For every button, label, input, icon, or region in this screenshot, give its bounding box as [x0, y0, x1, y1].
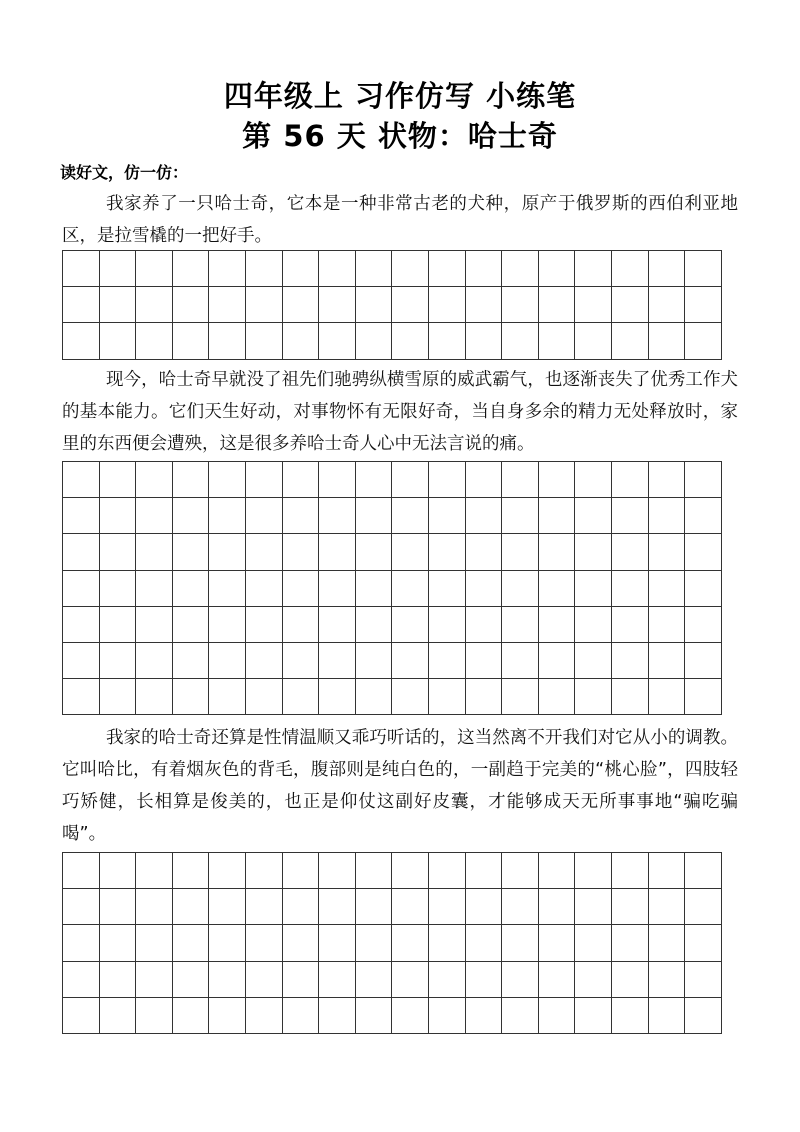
- grid-cell[interactable]: [575, 323, 612, 359]
- grid-cell[interactable]: [392, 853, 429, 889]
- grid-cell[interactable]: [283, 607, 320, 643]
- grid-cell[interactable]: [539, 498, 576, 534]
- writing-grid-1[interactable]: [62, 250, 722, 360]
- grid-cell[interactable]: [136, 534, 173, 570]
- grid-cell[interactable]: [466, 323, 503, 359]
- grid-cell[interactable]: [575, 498, 612, 534]
- grid-cell[interactable]: [246, 462, 283, 498]
- grid-cell[interactable]: [63, 462, 100, 498]
- page-title: 四年级上 习作仿写 小练笔: [223, 79, 577, 113]
- grid-cell[interactable]: [283, 925, 320, 961]
- grid-cell[interactable]: [539, 889, 576, 925]
- grid-cell[interactable]: [649, 889, 686, 925]
- grid-cell[interactable]: [539, 998, 576, 1034]
- grid-cell[interactable]: [612, 962, 649, 998]
- grid-cell[interactable]: [539, 853, 576, 889]
- grid-cell[interactable]: [209, 962, 246, 998]
- grid-cell[interactable]: [63, 251, 100, 287]
- grid-cell[interactable]: [246, 925, 283, 961]
- grid-cell[interactable]: [649, 643, 686, 679]
- grid-cell[interactable]: [173, 962, 210, 998]
- grid-cell[interactable]: [136, 607, 173, 643]
- grid-cell[interactable]: [429, 679, 466, 715]
- grid-cell[interactable]: [392, 498, 429, 534]
- grid-cell[interactable]: [649, 853, 686, 889]
- grid-cell[interactable]: [612, 853, 649, 889]
- grid-cell[interactable]: [173, 251, 210, 287]
- reading-paragraph-1: 我家养了一只哈士奇，它本是一种非常古老的犬种，原产于俄罗斯的西伯利亚地区，是拉雪橇的一把好手。: [62, 194, 738, 246]
- grid-cell[interactable]: [136, 643, 173, 679]
- grid-cell[interactable]: [649, 462, 686, 498]
- grid-cell[interactable]: [173, 607, 210, 643]
- grid-cell[interactable]: [392, 534, 429, 570]
- grid-cell[interactable]: [173, 498, 210, 534]
- grid-cell[interactable]: [136, 462, 173, 498]
- grid-cell[interactable]: [502, 571, 539, 607]
- reading-paragraph-2: 现今，哈士奇早就没了祖先们驰骋纵横雪原的威武霸气，也逐渐丧失了优秀工作犬的基本能力。它们天生好动，对事物怀有无限好奇，当自身多余的精力无处释放时，家里的东西便会遭殃，这是很多养哈士奇人心中无法言说的痛。: [62, 370, 738, 454]
- grid-cell[interactable]: [173, 679, 210, 715]
- grid-cell[interactable]: [209, 925, 246, 961]
- grid-cell[interactable]: [539, 962, 576, 998]
- grid-cell[interactable]: [649, 498, 686, 534]
- grid-cell[interactable]: [466, 607, 503, 643]
- grid-cell[interactable]: [612, 323, 649, 359]
- grid-cell[interactable]: [209, 571, 246, 607]
- grid-cell[interactable]: [429, 853, 466, 889]
- grid-cell[interactable]: [575, 534, 612, 570]
- grid-cell[interactable]: [466, 287, 503, 323]
- grid-cell[interactable]: [283, 462, 320, 498]
- grid-cell[interactable]: [209, 498, 246, 534]
- grid-cell[interactable]: [392, 925, 429, 961]
- grid-cell[interactable]: [283, 323, 320, 359]
- grid-cell[interactable]: [283, 498, 320, 534]
- grid-cell[interactable]: [356, 998, 393, 1034]
- grid-cell[interactable]: [685, 287, 722, 323]
- grid-cell[interactable]: [612, 643, 649, 679]
- grid-cell[interactable]: [209, 251, 246, 287]
- grid-cell[interactable]: [539, 534, 576, 570]
- grid-cell[interactable]: [685, 571, 722, 607]
- grid-cell[interactable]: [63, 607, 100, 643]
- grid-cell[interactable]: [539, 251, 576, 287]
- grid-cell[interactable]: [173, 287, 210, 323]
- grid-cell[interactable]: [100, 287, 137, 323]
- grid-cell[interactable]: [356, 498, 393, 534]
- grid-cell[interactable]: [173, 925, 210, 961]
- grid-cell[interactable]: [319, 643, 356, 679]
- grid-cell[interactable]: [63, 925, 100, 961]
- grid-cell[interactable]: [63, 571, 100, 607]
- grid-cell[interactable]: [319, 462, 356, 498]
- grid-cell[interactable]: [100, 962, 137, 998]
- grid-cell[interactable]: [319, 998, 356, 1034]
- grid-cell[interactable]: [575, 607, 612, 643]
- grid-cell[interactable]: [319, 962, 356, 998]
- grid-cell[interactable]: [502, 251, 539, 287]
- grid-cell[interactable]: [539, 679, 576, 715]
- grid-cell[interactable]: [466, 534, 503, 570]
- page-subtitle: 第 56 天 状物：哈士奇: [242, 119, 558, 153]
- grid-cell[interactable]: [356, 323, 393, 359]
- grid-cell[interactable]: [283, 534, 320, 570]
- grid-cell[interactable]: [356, 534, 393, 570]
- grid-cell[interactable]: [429, 323, 466, 359]
- grid-cell[interactable]: [100, 643, 137, 679]
- grid-cell[interactable]: [502, 607, 539, 643]
- grid-cell[interactable]: [685, 498, 722, 534]
- grid-cell[interactable]: [612, 998, 649, 1034]
- grid-cell[interactable]: [136, 962, 173, 998]
- grid-cell[interactable]: [502, 534, 539, 570]
- grid-cell[interactable]: [246, 889, 283, 925]
- grid-cell[interactable]: [356, 462, 393, 498]
- grid-cell[interactable]: [685, 853, 722, 889]
- grid-cell[interactable]: [466, 643, 503, 679]
- grid-cell[interactable]: [649, 998, 686, 1034]
- grid-cell[interactable]: [246, 498, 283, 534]
- grid-cell[interactable]: [246, 998, 283, 1034]
- grid-cell[interactable]: [136, 925, 173, 961]
- grid-cell[interactable]: [136, 323, 173, 359]
- grid-cell[interactable]: [392, 607, 429, 643]
- grid-cell[interactable]: [502, 287, 539, 323]
- grid-cell[interactable]: [392, 962, 429, 998]
- grid-cell[interactable]: [612, 889, 649, 925]
- grid-cell[interactable]: [63, 323, 100, 359]
- grid-cell[interactable]: [209, 323, 246, 359]
- grid-cell[interactable]: [283, 889, 320, 925]
- grid-cell[interactable]: [429, 889, 466, 925]
- grid-cell[interactable]: [429, 643, 466, 679]
- grid-cell[interactable]: [136, 287, 173, 323]
- grid-cell[interactable]: [685, 534, 722, 570]
- grid-cell[interactable]: [429, 287, 466, 323]
- grid-cell[interactable]: [173, 323, 210, 359]
- grid-cell[interactable]: [63, 643, 100, 679]
- grid-cell[interactable]: [100, 925, 137, 961]
- writing-grid-3[interactable]: [62, 852, 722, 1034]
- grid-cell[interactable]: [209, 607, 246, 643]
- grid-cell[interactable]: [100, 998, 137, 1034]
- grid-cell[interactable]: [209, 998, 246, 1034]
- grid-cell[interactable]: [356, 607, 393, 643]
- grid-cell[interactable]: [100, 889, 137, 925]
- grid-cell[interactable]: [575, 962, 612, 998]
- grid-cell[interactable]: [319, 889, 356, 925]
- grid-cell[interactable]: [502, 998, 539, 1034]
- reading-paragraph-3: 我家的哈士奇还算是性情温顺又乖巧听话的，这当然离不开我们对它从小的调教。它叫哈比，有着烟灰色的背毛，腹部则是纯白色的，一副趋于完美的“桃心脸”，四肢轻巧矫健，长相算是俊美的，也正是仰仗这副好皮囊，才能够成天无所事事地“骗吃骗喝”。: [62, 728, 738, 844]
- grid-cell[interactable]: [63, 679, 100, 715]
- grid-cell[interactable]: [429, 571, 466, 607]
- grid-cell[interactable]: [502, 498, 539, 534]
- grid-cell[interactable]: [466, 998, 503, 1034]
- grid-cell[interactable]: [685, 323, 722, 359]
- grid-cell[interactable]: [539, 323, 576, 359]
- grid-cell[interactable]: [575, 287, 612, 323]
- grid-cell[interactable]: [575, 571, 612, 607]
- grid-cell[interactable]: [173, 571, 210, 607]
- grid-cell[interactable]: [100, 679, 137, 715]
- grid-cell[interactable]: [173, 462, 210, 498]
- grid-cell[interactable]: [173, 889, 210, 925]
- grid-cell[interactable]: [246, 643, 283, 679]
- grid-cell[interactable]: [466, 962, 503, 998]
- grid-cell[interactable]: [685, 998, 722, 1034]
- grid-cell[interactable]: [356, 853, 393, 889]
- grid-cell[interactable]: [319, 571, 356, 607]
- grid-cell[interactable]: [539, 925, 576, 961]
- grid-cell[interactable]: [575, 998, 612, 1034]
- grid-cell[interactable]: [209, 889, 246, 925]
- grid-cell[interactable]: [319, 607, 356, 643]
- grid-cell[interactable]: [649, 962, 686, 998]
- grid-cell[interactable]: [649, 534, 686, 570]
- grid-cell[interactable]: [502, 962, 539, 998]
- grid-cell[interactable]: [392, 323, 429, 359]
- grid-cell[interactable]: [685, 962, 722, 998]
- grid-cell[interactable]: [539, 462, 576, 498]
- grid-cell[interactable]: [283, 853, 320, 889]
- grid-cell[interactable]: [685, 889, 722, 925]
- grid-cell[interactable]: [209, 853, 246, 889]
- grid-cell[interactable]: [136, 679, 173, 715]
- grid-cell[interactable]: [466, 925, 503, 961]
- grid-cell[interactable]: [63, 889, 100, 925]
- grid-cell[interactable]: [466, 889, 503, 925]
- grid-cell[interactable]: [685, 925, 722, 961]
- grid-cell[interactable]: [136, 853, 173, 889]
- grid-cell[interactable]: [612, 498, 649, 534]
- grid-cell[interactable]: [209, 462, 246, 498]
- grid-cell[interactable]: [63, 962, 100, 998]
- grid-cell[interactable]: [246, 534, 283, 570]
- grid-cell[interactable]: [429, 962, 466, 998]
- grid-cell[interactable]: [319, 287, 356, 323]
- grid-cell[interactable]: [392, 643, 429, 679]
- grid-cell[interactable]: [685, 462, 722, 498]
- grid-cell[interactable]: [392, 462, 429, 498]
- grid-cell[interactable]: [429, 498, 466, 534]
- grid-cell[interactable]: [502, 462, 539, 498]
- grid-cell[interactable]: [539, 607, 576, 643]
- grid-cell[interactable]: [612, 679, 649, 715]
- grid-cell[interactable]: [466, 679, 503, 715]
- grid-cell[interactable]: [539, 643, 576, 679]
- grid-cell[interactable]: [136, 498, 173, 534]
- grid-cell[interactable]: [612, 462, 649, 498]
- grid-cell[interactable]: [649, 925, 686, 961]
- grid-cell[interactable]: [575, 251, 612, 287]
- grid-cell[interactable]: [209, 643, 246, 679]
- grid-cell[interactable]: [685, 679, 722, 715]
- grid-cell[interactable]: [612, 925, 649, 961]
- grid-cell[interactable]: [649, 679, 686, 715]
- grid-cell[interactable]: [173, 534, 210, 570]
- grid-cell[interactable]: [649, 287, 686, 323]
- grid-cell[interactable]: [283, 287, 320, 323]
- grid-cell[interactable]: [246, 607, 283, 643]
- grid-cell[interactable]: [319, 534, 356, 570]
- grid-cell[interactable]: [502, 889, 539, 925]
- grid-cell[interactable]: [283, 643, 320, 679]
- grid-cell[interactable]: [502, 679, 539, 715]
- grid-cell[interactable]: [319, 251, 356, 287]
- grid-cell[interactable]: [429, 998, 466, 1034]
- grid-cell[interactable]: [209, 679, 246, 715]
- grid-cell[interactable]: [63, 287, 100, 323]
- grid-cell[interactable]: [502, 323, 539, 359]
- grid-cell[interactable]: [246, 679, 283, 715]
- grid-cell[interactable]: [173, 853, 210, 889]
- grid-cell[interactable]: [173, 643, 210, 679]
- grid-cell[interactable]: [685, 251, 722, 287]
- grid-cell[interactable]: [319, 853, 356, 889]
- grid-cell[interactable]: [429, 251, 466, 287]
- grid-cell[interactable]: [319, 925, 356, 961]
- grid-cell[interactable]: [246, 853, 283, 889]
- grid-cell[interactable]: [356, 889, 393, 925]
- grid-cell[interactable]: [283, 962, 320, 998]
- grid-cell[interactable]: [283, 998, 320, 1034]
- grid-cell[interactable]: [612, 251, 649, 287]
- writing-grid-2[interactable]: [62, 461, 722, 715]
- grid-cell[interactable]: [100, 462, 137, 498]
- grid-cell[interactable]: [356, 925, 393, 961]
- grid-cell[interactable]: [575, 462, 612, 498]
- grid-cell[interactable]: [100, 498, 137, 534]
- grid-cell[interactable]: [685, 643, 722, 679]
- grid-cell[interactable]: [612, 607, 649, 643]
- grid-cell[interactable]: [612, 534, 649, 570]
- grid-cell[interactable]: [685, 607, 722, 643]
- grid-cell[interactable]: [209, 287, 246, 323]
- grid-cell[interactable]: [392, 571, 429, 607]
- grid-cell[interactable]: [63, 998, 100, 1034]
- grid-cell[interactable]: [319, 323, 356, 359]
- grid-cell[interactable]: [100, 571, 137, 607]
- grid-cell[interactable]: [502, 925, 539, 961]
- grid-cell[interactable]: [246, 323, 283, 359]
- grid-cell[interactable]: [429, 925, 466, 961]
- intro-label: 读好文，仿一仿：: [60, 163, 189, 182]
- grid-cell[interactable]: [575, 643, 612, 679]
- grid-cell[interactable]: [136, 889, 173, 925]
- grid-cell[interactable]: [100, 323, 137, 359]
- grid-cell[interactable]: [63, 534, 100, 570]
- grid-cell[interactable]: [283, 251, 320, 287]
- grid-cell[interactable]: [539, 287, 576, 323]
- grid-cell[interactable]: [429, 607, 466, 643]
- grid-cell[interactable]: [209, 534, 246, 570]
- grid-cell[interactable]: [356, 287, 393, 323]
- grid-cell[interactable]: [63, 853, 100, 889]
- grid-cell[interactable]: [100, 534, 137, 570]
- grid-cell[interactable]: [649, 323, 686, 359]
- grid-cell[interactable]: [319, 498, 356, 534]
- grid-cell[interactable]: [246, 251, 283, 287]
- grid-cell[interactable]: [246, 571, 283, 607]
- grid-cell[interactable]: [356, 643, 393, 679]
- grid-cell[interactable]: [392, 998, 429, 1034]
- grid-cell[interactable]: [502, 643, 539, 679]
- grid-cell[interactable]: [392, 679, 429, 715]
- grid-cell[interactable]: [100, 607, 137, 643]
- grid-cell[interactable]: [649, 607, 686, 643]
- grid-cell[interactable]: [392, 287, 429, 323]
- grid-cell[interactable]: [246, 962, 283, 998]
- grid-cell[interactable]: [429, 534, 466, 570]
- grid-cell[interactable]: [502, 853, 539, 889]
- grid-cell[interactable]: [319, 679, 356, 715]
- grid-cell[interactable]: [356, 251, 393, 287]
- grid-cell[interactable]: [466, 571, 503, 607]
- grid-cell[interactable]: [612, 571, 649, 607]
- grid-cell[interactable]: [356, 571, 393, 607]
- grid-cell[interactable]: [429, 462, 466, 498]
- grid-cell[interactable]: [100, 251, 137, 287]
- grid-cell[interactable]: [575, 925, 612, 961]
- grid-cell[interactable]: [136, 998, 173, 1034]
- grid-cell[interactable]: [575, 853, 612, 889]
- grid-cell[interactable]: [283, 571, 320, 607]
- grid-cell[interactable]: [649, 571, 686, 607]
- grid-cell[interactable]: [392, 251, 429, 287]
- grid-cell[interactable]: [356, 962, 393, 998]
- grid-cell[interactable]: [466, 251, 503, 287]
- grid-cell[interactable]: [466, 498, 503, 534]
- grid-cell[interactable]: [466, 462, 503, 498]
- grid-cell[interactable]: [63, 498, 100, 534]
- grid-cell[interactable]: [392, 889, 429, 925]
- grid-cell[interactable]: [136, 571, 173, 607]
- grid-cell[interactable]: [246, 287, 283, 323]
- grid-cell[interactable]: [575, 679, 612, 715]
- grid-cell[interactable]: [612, 287, 649, 323]
- grid-cell[interactable]: [100, 853, 137, 889]
- grid-cell[interactable]: [575, 889, 612, 925]
- grid-cell[interactable]: [173, 998, 210, 1034]
- grid-cell[interactable]: [356, 679, 393, 715]
- grid-cell[interactable]: [649, 251, 686, 287]
- grid-cell[interactable]: [283, 679, 320, 715]
- grid-cell[interactable]: [136, 251, 173, 287]
- grid-cell[interactable]: [539, 571, 576, 607]
- grid-cell[interactable]: [466, 853, 503, 889]
